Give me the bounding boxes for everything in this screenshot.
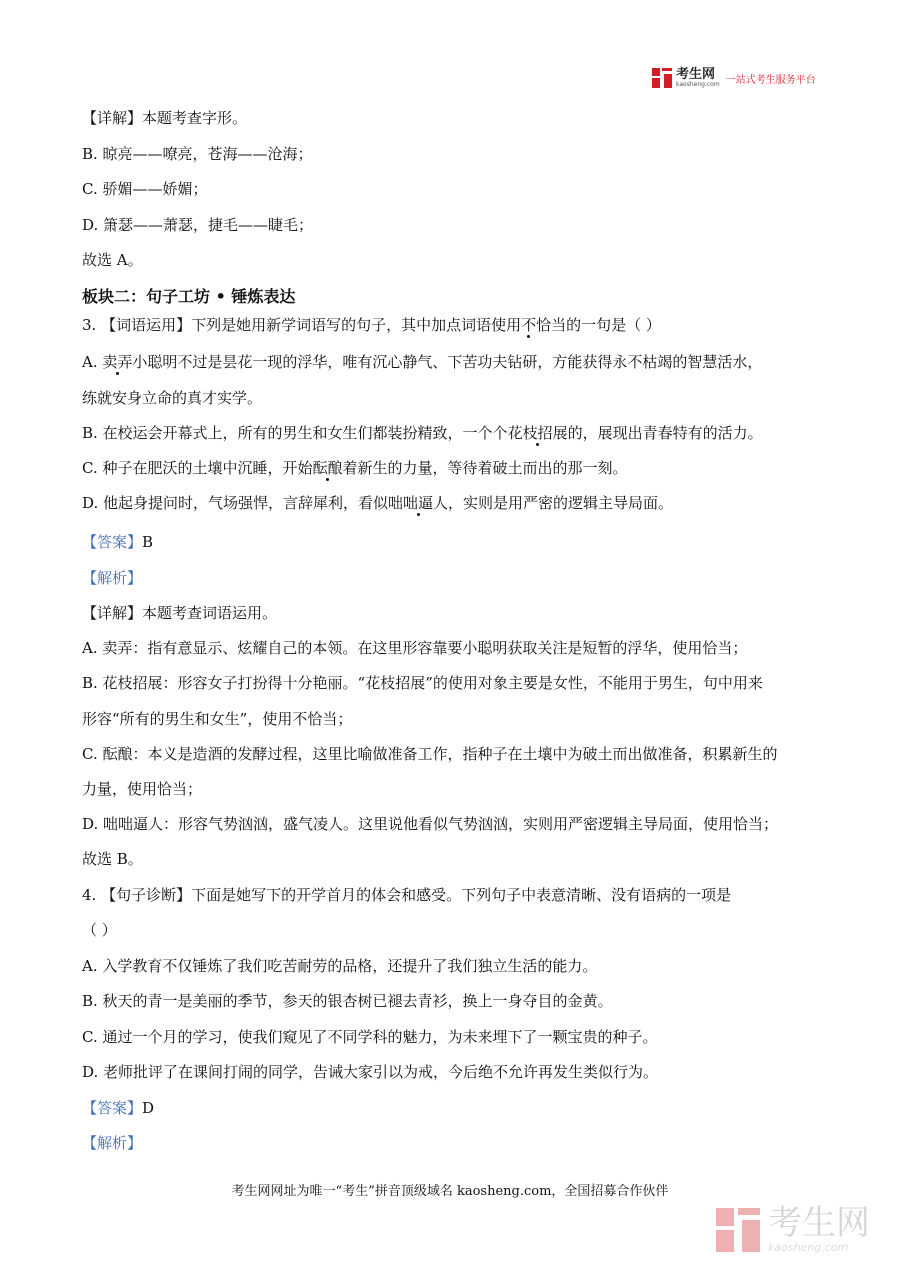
text-line: B. 晾亮——嘹亮，苍海——沧海； bbox=[82, 145, 313, 163]
emphasis-not: 不 bbox=[521, 316, 537, 334]
logo-domain: kaosheng.com bbox=[676, 81, 720, 88]
dotted-word: 咄咄逼人 bbox=[388, 494, 449, 512]
watermark-name: 考生网 bbox=[768, 1203, 870, 1243]
answer-label: 【答案】 bbox=[82, 533, 143, 551]
answer-value: D bbox=[142, 1099, 155, 1117]
answer-label: 【答案】 bbox=[82, 1099, 143, 1117]
dotted-word: 酝酿 bbox=[312, 459, 343, 477]
option-3d: D. 他起身提问时，气场强悍，言辞犀利，看似咄咄逼人，实则是用严密的逻辑主导局面。 bbox=[82, 494, 674, 512]
text-line: D. 咄咄逼人：形容气势汹汹，盛气凌人。这里说他看似气势汹汹，实则用严密逻辑主导局面，使用恰当； bbox=[82, 815, 779, 833]
text-line: D. 箫瑟——萧瑟，捷毛——睫毛； bbox=[82, 216, 314, 234]
dotted-word: 花枝招展 bbox=[507, 424, 568, 442]
dotted-word: 卖弄 bbox=[102, 353, 133, 371]
kaosheng-logo-icon bbox=[652, 68, 672, 88]
option-3a-cont: 练就安身立命的真才实学。 bbox=[82, 389, 263, 407]
question-4-bracket: （ ） bbox=[82, 921, 117, 939]
option-4d: D. 老师批评了在课间打闹的同学，告诫大家引以为戒，今后绝不允许再发生类似行为。 bbox=[82, 1063, 659, 1081]
option-4b: B. 秋天的青一是美丽的季节，参天的银杏树已褪去青衫，换上一身夺目的金黄。 bbox=[82, 992, 613, 1010]
analysis-label: 【解析】 bbox=[82, 1134, 143, 1152]
option-4c: C. 通过一个月的学习，使我们窥见了不同学科的魅力，为未来埋下了一颗宝贵的种子。 bbox=[82, 1028, 658, 1046]
text-line: C. 骄媚——娇媚； bbox=[82, 180, 208, 198]
watermark-logo-icon bbox=[716, 1208, 760, 1252]
text-line: 【详解】本题考查词语运用。 bbox=[82, 604, 278, 622]
answer-value: B bbox=[142, 533, 154, 551]
text-line: 力量，使用恰当； bbox=[82, 780, 203, 798]
watermark bbox=[716, 1203, 870, 1254]
option-4a: A. 入学教育不仅锤炼了我们吃苦耐劳的品格，还提升了我们独立生活的能力。 bbox=[82, 957, 598, 975]
text-line: A. 卖弄：指有意显示、炫耀自己的本领。在这里形容靠要小聪明获取关注是短暂的浮华，使用恰当； bbox=[82, 639, 748, 657]
header-logo bbox=[652, 68, 816, 88]
answer-4 bbox=[82, 1097, 154, 1118]
footer-text: 考生网网址为唯一“考生”拼音顶级域名 kaosheng.com，全国招募合作伙伴 bbox=[231, 1184, 669, 1199]
text-line: B. 花枝招展：形容女子打扮得十分艳丽。“花枝招展”的使用对象主要是女性，不能用于男生，句中用来 bbox=[82, 674, 763, 692]
logo-name: 考生网 bbox=[676, 67, 716, 82]
text-line: 故选 B。 bbox=[82, 850, 143, 868]
text-line: C. 酝酿：本义是造酒的发酵过程，这里比喻做准备工作，指种子在土壤中为破土而出做准备，积累新生的 bbox=[82, 745, 778, 763]
header-slogan: 一站式考生服务平台 bbox=[725, 74, 816, 86]
watermark-domain: kaosheng.com bbox=[768, 1241, 849, 1254]
analysis-label: 【解析】 bbox=[82, 569, 143, 587]
option-3a: A. 卖弄小聪明不过是昙花一现的浮华，唯有沉心静气、下苦功夫钻研，方能获得永不枯竭的智慧活水， bbox=[82, 353, 763, 371]
answer-3 bbox=[82, 531, 153, 552]
question-3-stem: 3. 【词语运用】下列是她用新学词语写的句子，其中加点词语使用不恰当的一句是（ ） bbox=[82, 316, 661, 334]
question-4-stem: 4. 【句子诊断】下面是她写下的开学首月的体会和感受。下列句子中表意清晰、没有语病的一项是 bbox=[82, 886, 732, 904]
option-3b: B. 在校运会开幕式上，所有的男生和女生们都装扮精致，一个个花枝招展的，展现出青春特有的活力。 bbox=[82, 424, 763, 442]
text-line: 故选 A。 bbox=[82, 251, 143, 269]
section-heading: 板块二：句子工坊 • 锤炼表达 bbox=[82, 287, 296, 306]
text-line: 形容“所有的男生和女生”，使用不恰当； bbox=[82, 710, 353, 728]
text-line: 【详解】本题考查字形。 bbox=[82, 109, 248, 127]
option-3c: C. 种子在肥沃的土壤中沉睡，开始酝酿着新生的力量，等待着破土而出的那一刻。 bbox=[82, 459, 628, 477]
